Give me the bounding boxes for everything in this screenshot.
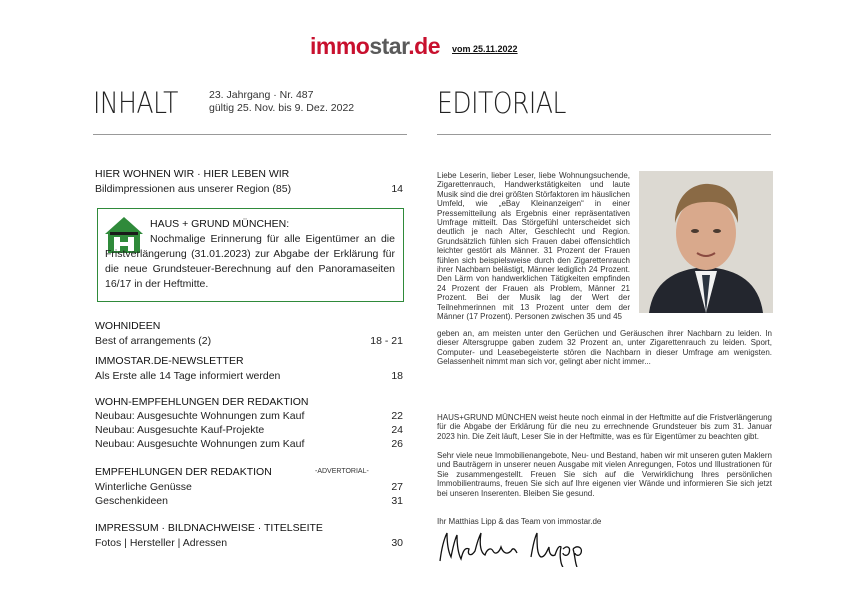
- toc-entry: Neubau: Ausgesuchte Kauf-Projekte: [95, 424, 265, 436]
- box-title: HAUS + GRUND MÜNCHEN:: [150, 218, 290, 230]
- toc-entry: Best of arrangements (2): [95, 335, 212, 347]
- toc-page-number: 26: [391, 438, 403, 450]
- toc-section-heading: IMPRESSUM · BILDNACHWEISE · TITELSEITE: [95, 522, 323, 534]
- toc-entry: Geschenkideen: [95, 495, 168, 507]
- toc-entry: Als Erste alle 14 Tage informiert werden: [95, 370, 281, 382]
- toc-page-number: 18: [391, 370, 403, 382]
- toc-page-number: 30: [391, 537, 403, 549]
- editorial-para-1: Liebe Leserin, lieber Leser, liebe Wohnungsuchende, Zigarettenrauch, Handwerkstätigkeiten und laute Musik sind die drei größten Störfaktoren im häuslichen Umfeld, wie „eBay Kleinanzeigen“ in einer Pressemitteilung als Ergebnis einer repräsentativen Umfrage mitteilt. Das Störgefühl unterscheidet sich deutlich je nach Alter, Geschlecht und Region. Grundsätzlich fühlen sich Frauen dabei offensichtlich leichter gestört als Männer. 31 Prozent der Frauen fühlen sich beispielsweise durch den Zigarettenrauch ihrer Nachbarn belästigt, Männer lediglich 24 Prozent. Den Lärm von handwerklichen Tätigkeiten empfinden 24 Prozent der Frauen als Problem, Männer 21 Prozent. Bei der Musik lag der Wert der Teilnehmerinnen mit 13 Prozent unter dem der Männer (17 Prozent). Personen zwischen 35 und 45: [437, 171, 630, 322]
- divider-left: [93, 134, 407, 135]
- editorial-para-1-overflow: geben an, am meisten unter den Gerüchen und Geräuschen ihrer Nachbarn zu leiden. In dieser Altersgruppe gaben zudem 32 Prozent an, unter Zigarettenrauch zu leiden. Sport, Computer- und Leasebegeisterte stören die Nachbarn in dieser Umfrage am wenigsten. Gelassenheit nimmt man sich vor, gelingt aber nicht immer...: [437, 329, 772, 367]
- toc-section-heading: EMPFEHLUNGEN DER REDAKTION: [95, 466, 272, 478]
- toc-page-number: 18 - 21: [370, 335, 403, 347]
- editorial-para-1-cont: [437, 329, 772, 422]
- editor-signature: [437, 527, 587, 567]
- editorial-para-2: HAUS+GRUND MÜNCHEN weist heute noch einmal in der Heftmitte auf die Fristverlängerung für die Abgabe der Erklärung für die neu zu errechnende Grundsteuer bis zum 31. Januar 2023 hin. Die Zeit läuft, Leser Sie in der Heftmitte, was es für Eigentümer zu beachten gibt.: [437, 413, 772, 441]
- toc-section-heading: IMMOSTAR.DE-NEWSLETTER: [95, 355, 244, 367]
- issue-number: 23. Jahrgang · Nr. 487: [209, 89, 314, 101]
- issue-validity: gültig 25. Nov. bis 9. Dez. 2022: [209, 102, 355, 114]
- box-text: Nochmalige Erinnerung für alle Eigentümer an die Fristverlängerung (31.01.2023) zur Abgabe der Erklärung für die neue Grundsteuer-Berechnung auf den Panoramaseiten 16/17 in der Heftmitte.: [105, 233, 395, 290]
- toc-entry: Fotos | Hersteller | Adressen: [95, 537, 228, 549]
- toc-page-number: 14: [391, 183, 403, 195]
- toc-page-number: 27: [391, 481, 403, 493]
- divider-right: [437, 134, 771, 135]
- editorial-para-3: Sehr viele neue Immobilienangebote, Neu- und Bestand, haben wir mit unseren guten Maklern und Bauträgern in unserer neuen Ausgabe mit vielen Anregungen, Fotos und Illustrationen für Sie zusammengestellt. Freuen Sie sich auf die Verwirklichung Ihres persönlichen Immobilientraums, freuen Sie sich auf Ihre eigenen vier Wände und informieren Sie sich jetzt bei unseren Inserenten. Bleiben Sie gesund.: [437, 451, 772, 498]
- immostar-logo: immostar.de: [310, 33, 441, 59]
- toc-entry: Bildimpressionen aus unserer Region (85): [95, 183, 292, 195]
- toc-entry: Neubau: Ausgesuchte Wohnungen zum Kauf: [95, 410, 305, 422]
- toc-page-number: 24: [391, 424, 403, 436]
- toc-section-heading: WOHN-EMPFEHLUNGEN DER REDAKTION: [95, 396, 309, 408]
- editorial-heading: EDITORIAL: [437, 86, 566, 120]
- editorial-signoff: Ihr Matthias Lipp & das Team von immostar.de: [437, 517, 602, 526]
- toc-section-heading: WOHNIDEEN: [95, 320, 161, 332]
- toc-entry: Neubau: Ausgesuchte Wohnungen zum Kauf: [95, 438, 305, 450]
- advertorial-tag: -ADVERTORIAL-: [315, 468, 369, 475]
- issue-meta: [209, 89, 354, 115]
- toc-page-number: 31: [391, 495, 403, 507]
- toc-entry: Winterliche Genüsse: [95, 481, 192, 493]
- inhalt-heading: INHALT: [93, 86, 178, 120]
- toc-section-heading: HIER WOHNEN WIR · HIER LEBEN WIR: [95, 168, 290, 180]
- editorial-para-1-wrap: [437, 171, 630, 329]
- issue-date: vom 25.11.2022: [452, 44, 518, 54]
- toc-page-number: 22: [391, 410, 403, 422]
